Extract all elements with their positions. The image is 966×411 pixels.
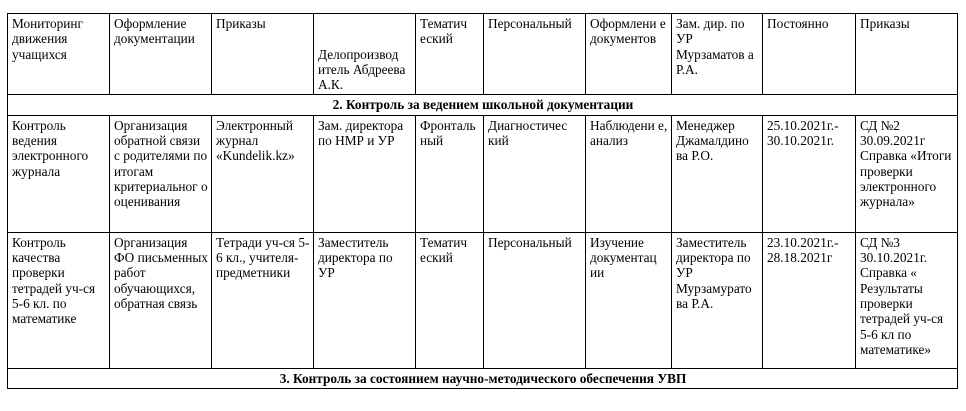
table-cell: Персональный <box>484 14 586 95</box>
table-cell: Заместитель директора по УР Мурзамурато ва Р.А. <box>672 232 763 368</box>
table-cell: 25.10.2021г.- 30.10.2021г. <box>763 115 856 232</box>
table-cell: Диагностичес кий <box>484 115 586 232</box>
table-cell: 23.10.2021г.- 28.18.2021г <box>763 232 856 368</box>
table-cell: Контроль ведения электронного журнала <box>8 115 110 232</box>
table-cell: Мониторинг движения учащихся <box>8 14 110 95</box>
table-row <box>8 115 958 232</box>
table-cell: Зам. дир. по УР Мурзаматов а Р.А. <box>672 14 763 95</box>
table-body <box>8 14 958 389</box>
section-header-row <box>8 95 958 115</box>
table-cell: Приказы <box>856 14 958 95</box>
table-cell: Делопроизвод итель Абдреева А.К. <box>314 14 416 95</box>
table-cell: Организация обратной связи с родителями по итогам критериальног о оценивания <box>110 115 212 232</box>
table-cell: Тетради уч-ся 5-6 кл., учителя-предметники <box>212 232 314 368</box>
table-cell: Тематич еский <box>416 232 484 368</box>
table-row <box>8 14 958 95</box>
table-cell: Зам. директора по НМР и УР <box>314 115 416 232</box>
table-cell: Оформлени е документов <box>586 14 672 95</box>
section-header-row <box>8 368 958 388</box>
table-cell: Менеджер Джамалдино ва Р.О. <box>672 115 763 232</box>
table-cell: Постоянно <box>763 14 856 95</box>
table-cell: Тематич еский <box>416 14 484 95</box>
control-plan-table <box>7 13 958 389</box>
table-cell: Фронталь ный <box>416 115 484 232</box>
table-cell: Изучение документац ии <box>586 232 672 368</box>
table-cell: СД №3 30.10.2021г. Справка « Результаты проверки тетрадей уч-ся 5-6 кл по математике» <box>856 232 958 368</box>
table-cell: Контроль качества проверки тетрадей уч-ся 5-6 кл. по математике <box>8 232 110 368</box>
table-cell: Персональный <box>484 232 586 368</box>
table-cell: Оформление документации <box>110 14 212 95</box>
section-title: 2. Контроль за ведением школьной документации <box>8 95 958 115</box>
table-cell: Электронный журнал «Kundelik.kz» <box>212 115 314 232</box>
table-row <box>8 232 958 368</box>
table-cell: Заместитель директора по УР <box>314 232 416 368</box>
table-cell: Организация ФО письменных работ обучающихся, обратная связь <box>110 232 212 368</box>
table-cell: Приказы <box>212 14 314 95</box>
table-cell: Наблюдени е, анализ <box>586 115 672 232</box>
section-title: 3. Контроль за состоянием научно-методического обеспечения УВП <box>8 368 958 388</box>
table-cell: СД №2 30.09.2021г Справка «Итоги проверки электронного журнала» <box>856 115 958 232</box>
